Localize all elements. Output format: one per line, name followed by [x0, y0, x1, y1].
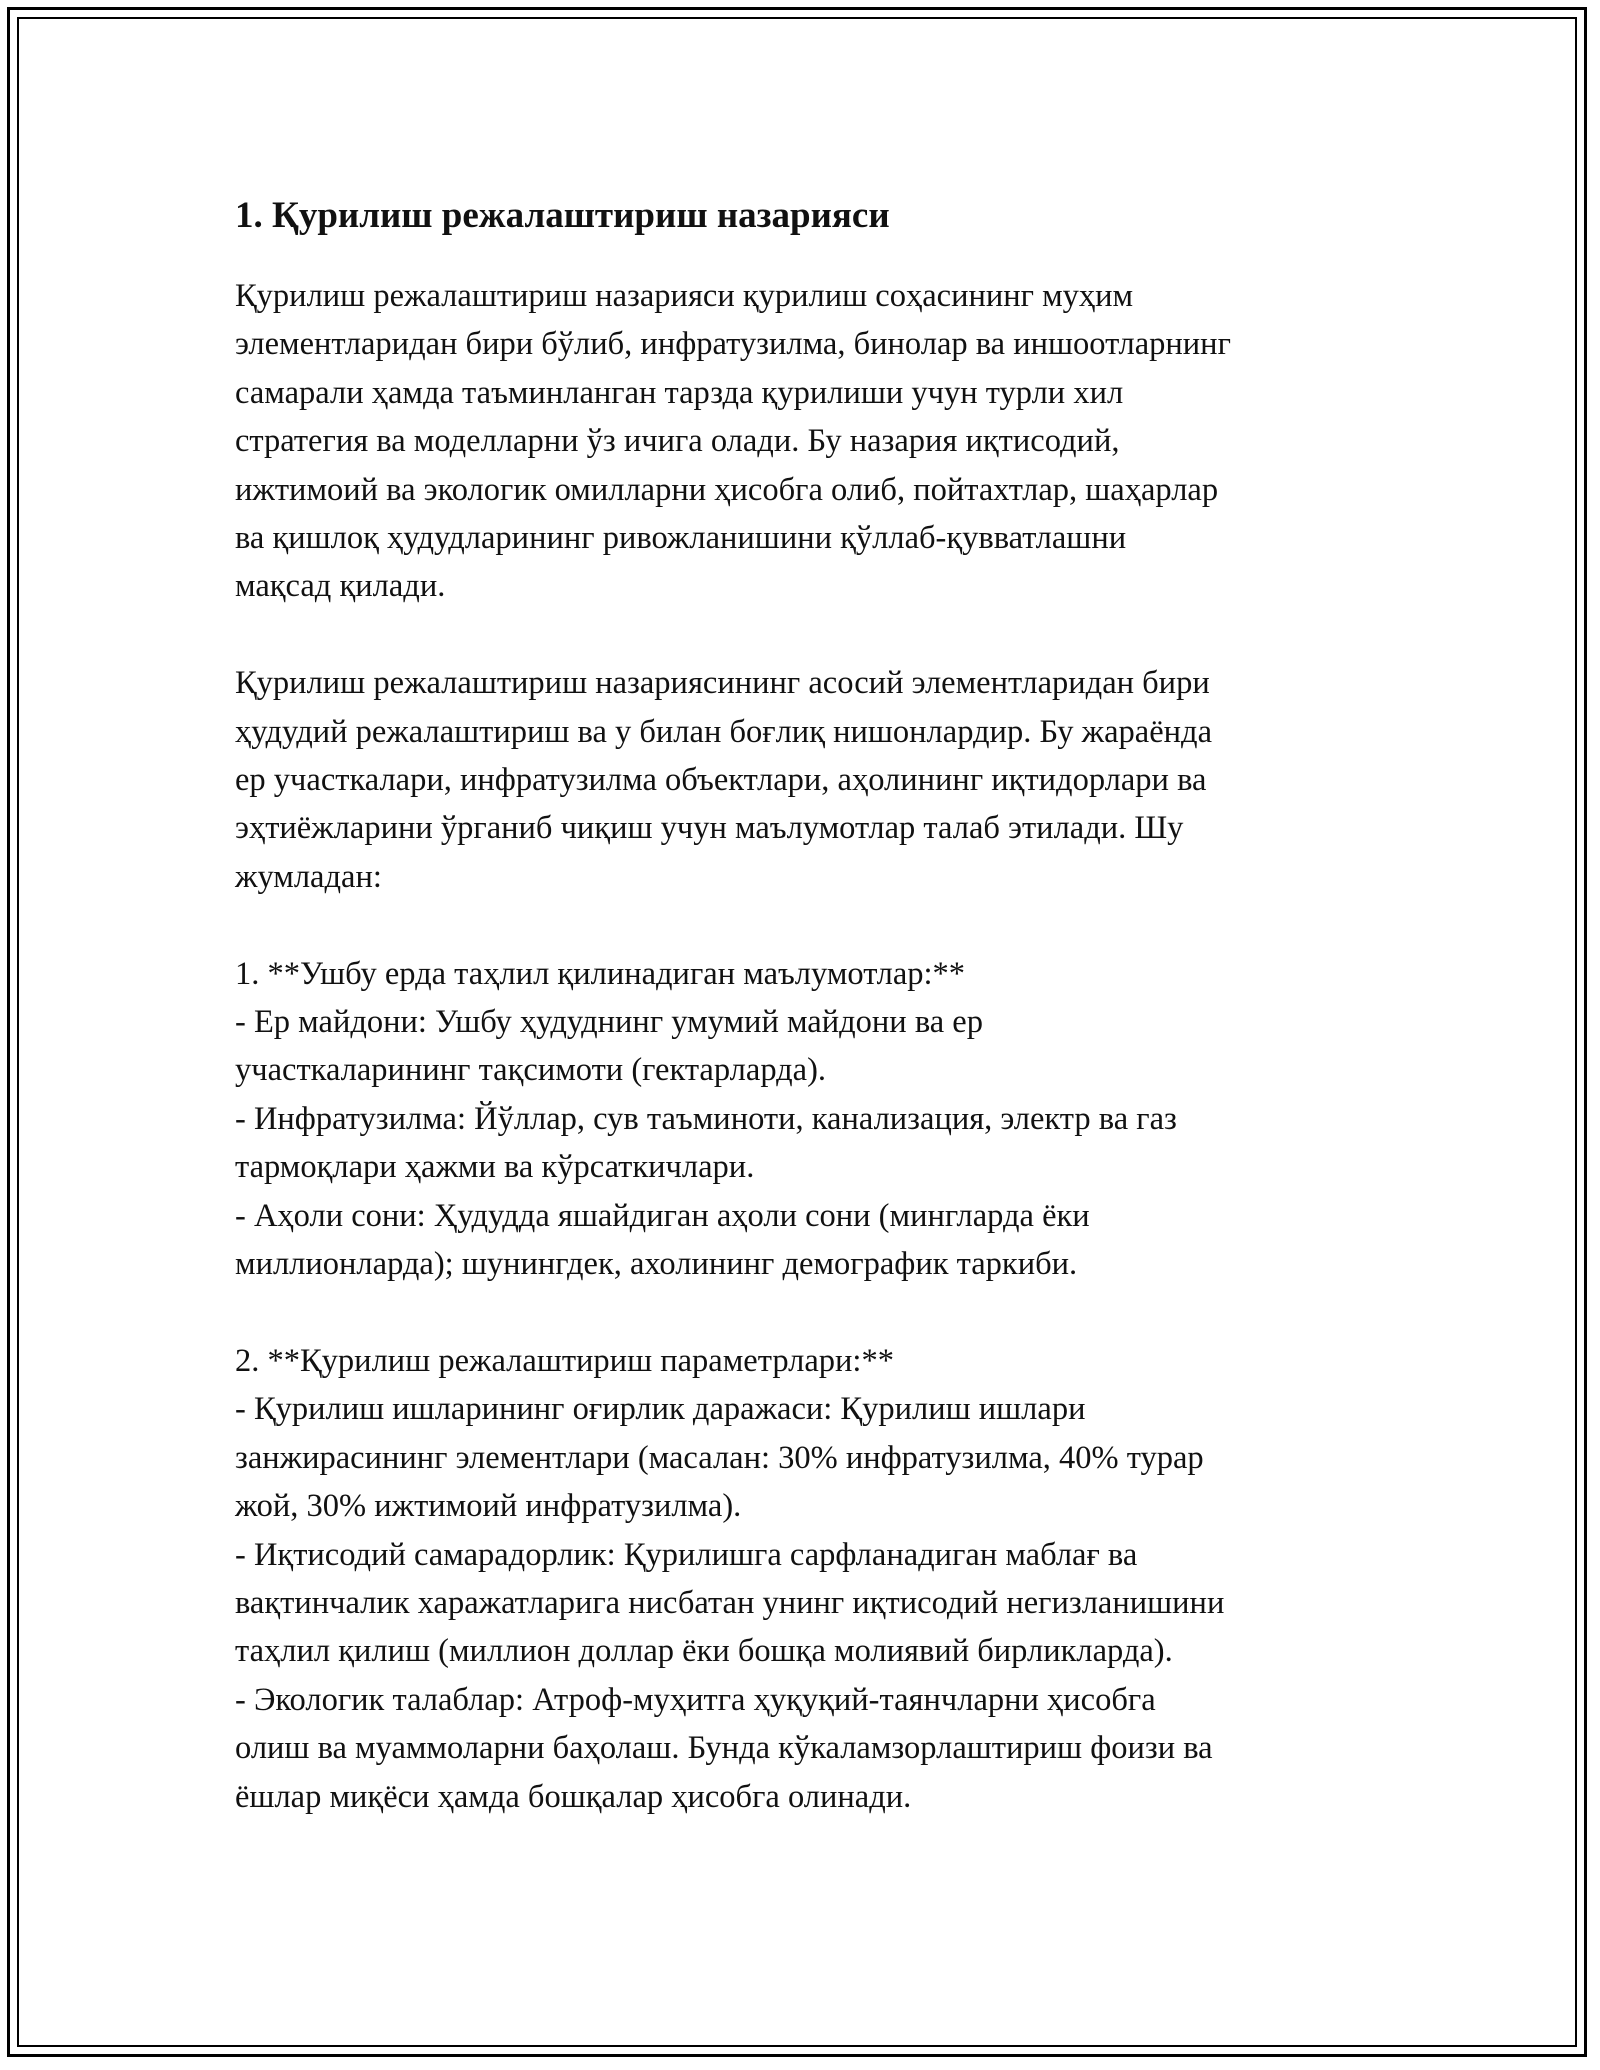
paragraph-gap [235, 1289, 1395, 1337]
document-body [235, 188, 1395, 1821]
paragraph-intro: Қурилиш режалаштириш назарияси қурилиш соҳасининг муҳим элементларидан бири бўлиб, инфратузилма, бинолар ва иншоотларнинг самарали ҳамда таъминланган тарзда қурилиши учун турли хил стратегия ва моделларни ўз ичига олади. Бу назария иқтисодий, ижтимоий ва экологик омилларни ҳисобга олиб, пойтахтлар, шаҳарлар ва қишлоқ ҳудудларининг ривожланишини қўллаб-қувватлашни мақсад қилади. [235, 278, 1231, 605]
paragraph-gap [235, 901, 1395, 949]
list-data-analysis: 1. **Ушбу ерда таҳлил қилинадиган маълумотлар:** - Ер майдони: Ушбу ҳудуднинг умумий майдони ва ер участкаларининг тақсимоти (гектарларда). - Инфратузилма: Йўллар, сув таъминоти, канализация, электр ва газ тармоқлари ҳажми ва кўрсаткичлари. - Аҳоли сони: Ҳудудда яшайдиган аҳоли сони (мингларда ёки миллионларда); шунингдек, ахолининг демографик таркиби. [235, 955, 1177, 1283]
paragraph-gap [235, 611, 1395, 659]
list-planning-parameters: 2. **Қурилиш режалаштириш параметрлари:** - Қурилиш ишларининг оғирлик даражаси: Қурилиш ишлари занжирасининг элементлари (масалан: 30% инфратузилма, 40% турар жой, 30% ижтимоий инфратузилма). - Иқтисодий самарадорлик: Қурилишга сарфланадиган маблағ ва вақтинчалик харажатларига нисбатан унинг иқтисодий негизланишини таҳлил қилиш (миллион доллар ёки бошқа молиявий бирликларда). - Экологик талаблар: Атроф-муҳитга ҳуқуқий-таянчларни ҳисобга олиш ва муаммоларни баҳолаш. Бунда кўкаламзорлаштириш фоизи ва ёшлар миқёси ҳамда бошқалар ҳисобга олинади. [235, 1342, 1225, 1815]
section-heading: 1. Қурилиш режалаштириш назарияси [235, 195, 890, 236]
paragraph-elements: Қурилиш режалаштириш назариясининг асосий элементларидан бири ҳудудий режалаштириш ва у билан боғлиқ нишонлардир. Бу жараёнда ер участкалари, инфратузилма объектлари, аҳолининг иқтидорлари ва эҳтиёжларини ўрганиб чиқиш учун маълумотлар талаб этилади. Шу жумладан: [235, 665, 1213, 895]
